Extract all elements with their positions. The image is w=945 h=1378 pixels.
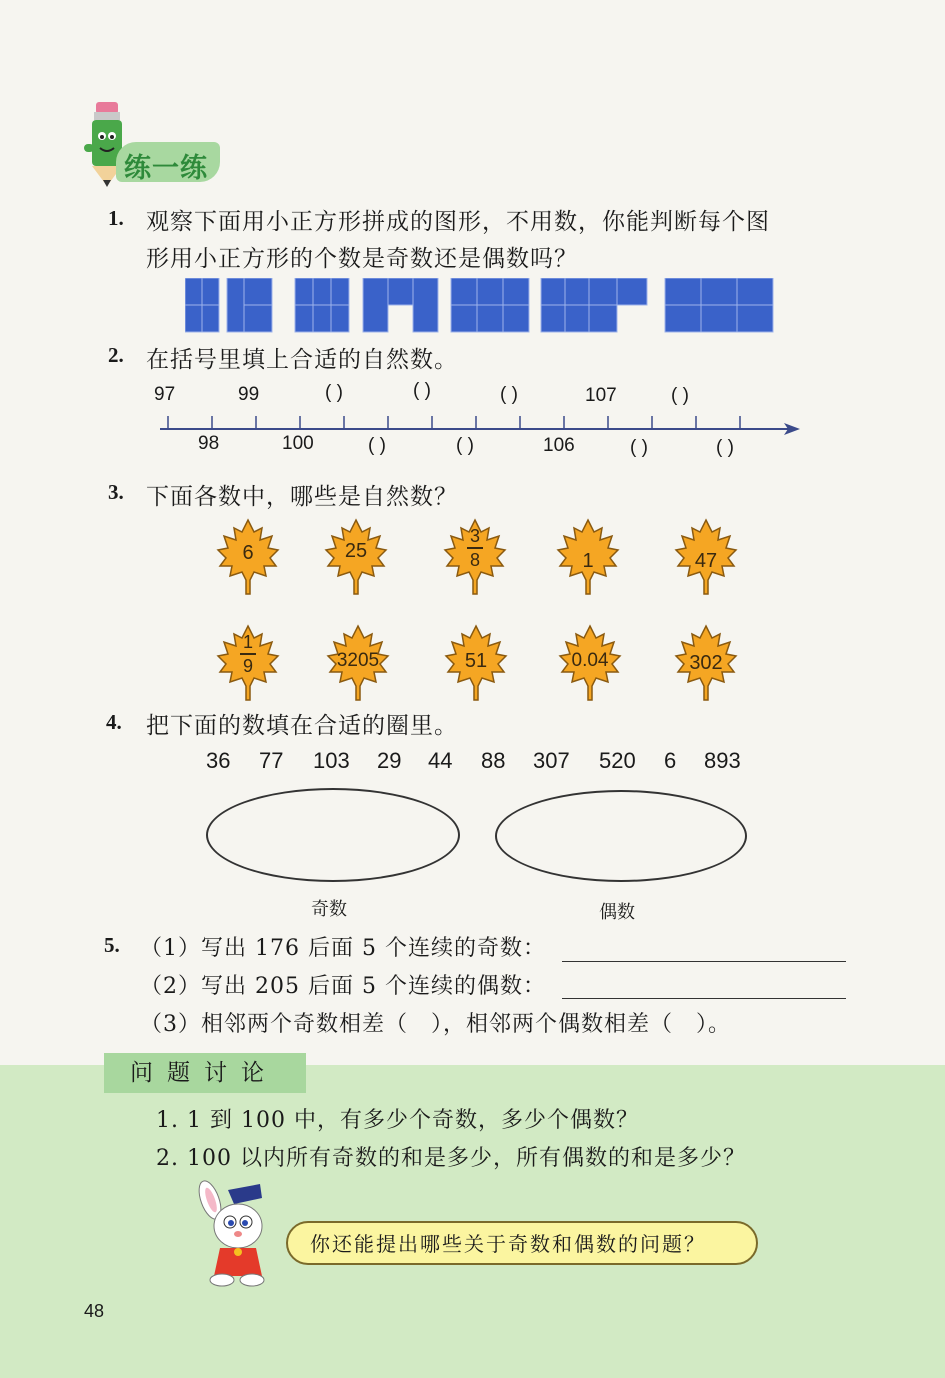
q1-line1: 观察下面用小正方形拼成的图形，不用数，你能判断每个图 [146,209,770,235]
q2-number: 2. [108,343,124,367]
nl-top-label: 97 [154,384,176,405]
even-circle[interactable] [495,790,747,882]
q4-number: 4. [106,710,122,734]
q4-number-item[interactable]: 77 [259,748,284,773]
number-line [158,408,808,446]
q4-number-item[interactable]: 29 [377,748,402,773]
q4-number-item[interactable]: 103 [313,748,350,773]
square-figures [185,278,775,338]
even-label: 偶数 [599,902,635,923]
q5-item2: （2）写出 205 后面 5 个连续的偶数： [140,974,546,999]
nl-bottom-label: 100 [282,433,314,454]
q4-number-item[interactable]: 6 [664,748,677,773]
q1-line2: 形用小正方形的个数是奇数还是偶数吗？ [146,246,578,272]
q4-number-item[interactable]: 88 [481,748,506,773]
square-figure-4 [363,278,438,332]
q5-answer-line-2[interactable] [562,998,846,999]
square-figure-1 [185,278,219,332]
nl-top-blank[interactable]: ( ) [413,380,431,401]
nl-bottom-blank[interactable]: ( ) [456,435,474,456]
practice-badge-label: 练一练 [124,153,208,184]
leaf-number[interactable]: 1 [554,516,622,596]
nl-top-blank[interactable]: ( ) [325,382,343,403]
q4-number-item[interactable]: 36 [206,748,231,773]
q4-number-item[interactable]: 520 [599,748,636,773]
q3-text: 下面各数中，哪些是自然数？ [146,484,458,510]
q5-answer-line-1[interactable] [562,961,846,962]
nl-bottom-blank[interactable]: ( ) [630,437,648,458]
leaf-number[interactable]: 0.04 [556,622,624,702]
odd-circle[interactable] [206,788,460,882]
q5-item3: （3）相邻两个奇数相差（ ），相邻两个偶数相差（ ）。 [140,1012,731,1037]
q3-number: 3. [108,480,124,504]
leaf-number[interactable]: 3205 [324,622,392,702]
q4-number-item[interactable]: 44 [428,748,453,773]
leaf-number[interactable]: 25 [322,516,390,596]
page-number: 48 [84,1301,105,1321]
q1-number: 1. [108,206,124,230]
leaf-number[interactable]: 47 [672,516,740,596]
rabbit-mascot-icon [190,1176,276,1288]
nl-bottom-label: 98 [198,433,220,454]
leaf-number[interactable]: 302 [672,622,740,702]
q4-number-item[interactable]: 893 [704,748,741,773]
nl-bottom-blank[interactable]: ( ) [716,437,734,458]
leaf-fraction[interactable]: 3 8 [441,516,509,596]
square-figure-3 [295,278,349,332]
leaf-number[interactable]: 51 [442,622,510,702]
nl-top-label: 107 [585,385,617,406]
discussion-title: 问题讨论 [104,1053,306,1093]
nl-top-blank[interactable]: ( ) [671,385,689,406]
leaf-number[interactable]: 6 [214,516,282,596]
square-figure-5 [451,278,529,332]
q5-number: 5. [104,933,120,957]
nl-top-blank[interactable]: ( ) [500,384,518,405]
discussion-q1: 1. 1 到 100 中，有多少个奇数，多少个偶数？ [156,1108,639,1133]
odd-label: 奇数 [311,899,347,920]
square-figure-2 [227,278,272,332]
q4-text: 把下面的数填在合适的圈里。 [146,713,458,739]
square-figure-7 [665,278,773,332]
q4-number-item[interactable]: 307 [533,748,570,773]
q2-text: 在括号里填上合适的自然数。 [146,347,458,373]
square-figure-6 [541,278,647,332]
nl-bottom-label: 106 [543,435,575,456]
speech-bubble-text: 你还能提出哪些关于奇数和偶数的问题？ [310,1232,706,1256]
nl-bottom-blank[interactable]: ( ) [368,435,386,456]
discussion-q2: 2. 100 以内所有奇数的和是多少，所有偶数的和是多少？ [156,1146,746,1171]
leaf-fraction[interactable]: 1 9 [214,622,282,702]
q5-item1: （1）写出 176 后面 5 个连续的奇数： [140,936,546,961]
nl-top-label: 99 [238,384,260,405]
